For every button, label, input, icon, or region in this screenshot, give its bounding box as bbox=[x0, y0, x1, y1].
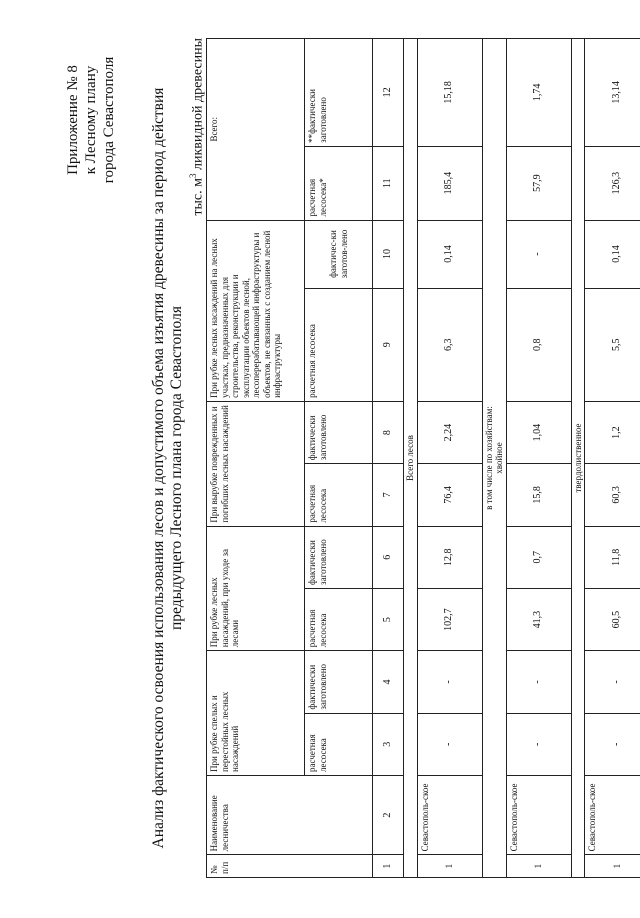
cell-value: 12,8 bbox=[417, 526, 482, 588]
section-label-text: в том числе по хозяйствам: bbox=[483, 406, 494, 510]
table-row bbox=[585, 39, 640, 878]
title-line-1: Анализ фактического освоения использования лесов и допустимого объема изъятия древесины за период действия bbox=[150, 87, 167, 849]
section-label-text: Всего лесов bbox=[405, 435, 415, 481]
header-plan-total: расчетная лесосека* bbox=[305, 146, 373, 220]
document-title bbox=[150, 58, 186, 878]
appendix-block bbox=[64, 40, 118, 200]
col-number: 5 bbox=[373, 588, 404, 650]
header-group-2: При рубке лесных насаждений, при уходе за лесами bbox=[207, 526, 305, 651]
header-fact-4: фактичес-ки заготов-лено bbox=[305, 220, 373, 288]
cell-value: 41,3 bbox=[506, 588, 571, 650]
appendix-line-2: к Лесному плану bbox=[83, 65, 99, 175]
cell-value: 2,24 bbox=[417, 401, 482, 463]
usage-table bbox=[206, 38, 640, 878]
cell-value: 5,5 bbox=[585, 288, 640, 401]
cell-name: Севастополь-ское bbox=[585, 775, 640, 854]
section-label bbox=[404, 39, 418, 878]
cell-value: 1,04 bbox=[506, 401, 571, 463]
unit-suffix: ликвидной древесины bbox=[190, 38, 206, 174]
unit-sup: 3 bbox=[188, 173, 198, 179]
cell-value: 0,14 bbox=[417, 220, 482, 288]
table-row bbox=[417, 39, 482, 878]
cell-value: 0,14 bbox=[585, 220, 640, 288]
header-plan-4: расчетная лесосека bbox=[305, 288, 373, 401]
cell-no: 1 bbox=[506, 855, 571, 878]
header-plan-3: расчетная лесосека bbox=[305, 464, 373, 526]
cell-value: 185,4 bbox=[417, 146, 482, 220]
cell-value: 60,3 bbox=[585, 464, 640, 526]
cell-value: - bbox=[506, 220, 571, 288]
header-plan-2: расчетная лесосека bbox=[305, 588, 373, 650]
cell-name: Севастополь-ское bbox=[417, 775, 482, 854]
section-label-text: твердолиственное bbox=[572, 423, 583, 493]
section-label bbox=[571, 39, 585, 878]
header-group-3: При вырубке поврежденных и погибших лесных насаждений bbox=[207, 401, 305, 526]
col-number: 1 bbox=[373, 855, 404, 878]
section-label bbox=[482, 39, 506, 878]
cell-value: 1,2 bbox=[585, 401, 640, 463]
cell-no: 1 bbox=[417, 855, 482, 878]
col-number: 6 bbox=[373, 526, 404, 588]
appendix-line-1: Приложение № 8 bbox=[65, 65, 81, 175]
cell-value: 0,7 bbox=[506, 526, 571, 588]
col-number: 2 bbox=[373, 775, 404, 854]
col-number: 12 bbox=[373, 39, 404, 147]
cell-value: - bbox=[506, 713, 571, 775]
cell-value: 11,8 bbox=[585, 526, 640, 588]
cell-value: - bbox=[417, 651, 482, 713]
col-number: 8 bbox=[373, 401, 404, 463]
header-row-groups bbox=[207, 39, 305, 878]
cell-value: - bbox=[585, 651, 640, 713]
header-group-1: При рубке спелых и перестойных лесных насаждений bbox=[207, 651, 305, 776]
header-name: Наименование лесничества bbox=[207, 775, 373, 854]
section-sublabel-text: хвойное bbox=[494, 442, 504, 474]
col-number: 4 bbox=[373, 651, 404, 713]
cell-value: 76,4 bbox=[417, 464, 482, 526]
header-row-sub bbox=[305, 39, 373, 878]
cell-value: 126,3 bbox=[585, 146, 640, 220]
cell-value: 13,14 bbox=[585, 39, 640, 147]
cell-value: - bbox=[417, 713, 482, 775]
col-number: 9 bbox=[373, 288, 404, 401]
header-group-4: При рубке лесных насаждений на лесных участках, предназначенных для строительства, реконструкции и эксплуатации объектов лесной, лесоперерабатывающей инфраструктуры и объектов, не связанных с созданием лесной инфраструктуры bbox=[207, 220, 305, 401]
cell-value: 60,5 bbox=[585, 588, 640, 650]
cell-value: 15,18 bbox=[417, 39, 482, 147]
cell-value: 15,8 bbox=[506, 464, 571, 526]
section-header-row bbox=[404, 39, 418, 878]
section-header-row bbox=[571, 39, 585, 878]
title-line-2: предыдущего Лесного плана города Севастополя bbox=[168, 306, 185, 630]
col-number: 7 bbox=[373, 464, 404, 526]
cell-value: 6,3 bbox=[417, 288, 482, 401]
header-group-total: Всего: bbox=[207, 39, 305, 221]
section-header-row bbox=[482, 39, 506, 878]
cell-value: - bbox=[585, 713, 640, 775]
header-plan-1: расчетная лесосека bbox=[305, 713, 373, 775]
header-no: № п/п bbox=[207, 855, 373, 878]
cell-value: 102,7 bbox=[417, 588, 482, 650]
col-number: 3 bbox=[373, 713, 404, 775]
cell-name: Севастополь-ское bbox=[506, 775, 571, 854]
cell-value: 1,74 bbox=[506, 39, 571, 147]
unit-label bbox=[188, 38, 207, 278]
appendix-line-3: города Севастополя bbox=[101, 56, 117, 184]
header-fact-1: фактически заготовлено bbox=[305, 651, 373, 713]
header-fact-total: **фактически заготовлено bbox=[305, 39, 373, 147]
col-number: 10 bbox=[373, 220, 404, 288]
header-fact-3: фактически заготовлено bbox=[305, 401, 373, 463]
cell-value: 0,8 bbox=[506, 288, 571, 401]
cell-value: 57,9 bbox=[506, 146, 571, 220]
table-row bbox=[506, 39, 571, 878]
col-number: 11 bbox=[373, 146, 404, 220]
column-number-row bbox=[373, 39, 404, 878]
header-fact-2: фактически заготовлено bbox=[305, 526, 373, 588]
unit-text: тыс. м bbox=[190, 178, 206, 216]
cell-no: 1 bbox=[585, 855, 640, 878]
cell-value: - bbox=[506, 651, 571, 713]
